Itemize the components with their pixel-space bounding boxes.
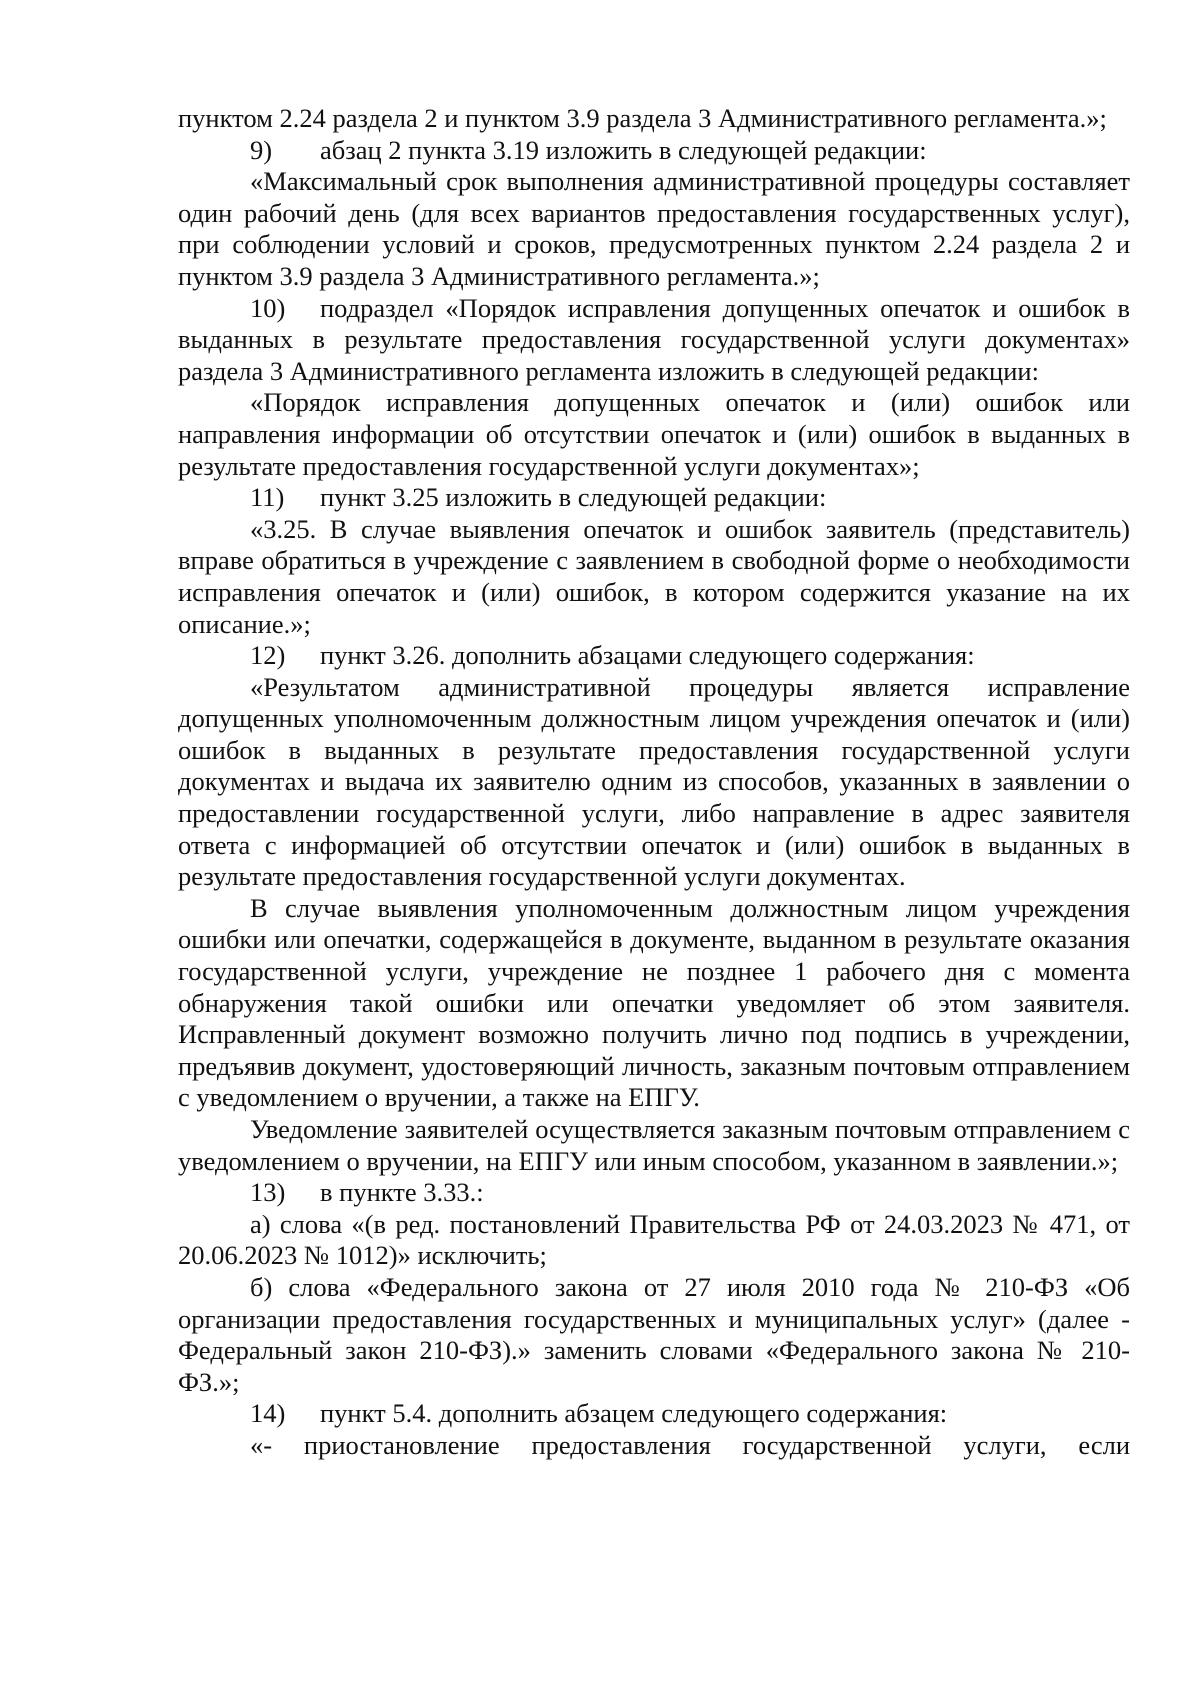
list-item-9 xyxy=(178,135,1130,167)
subitem-b: б) слова «Федерального закона от 27 июля 2010 года № 210-ФЗ «Об организации предоставления государственных и муниципальных услуг» (далее - Федеральный закон 210-ФЗ).» заменить словами «Федерального закона № 210-ФЗ.»; xyxy=(178,1271,1130,1397)
paragraph-notification: Уведомление заявителей осуществляется заказным почтовым отправлением с уведомлением о вручении, на ЕПГУ или иным способом, указанном в заявлении.»; xyxy=(178,1114,1130,1176)
list-item-13 xyxy=(178,1177,1130,1209)
list-item-11 xyxy=(178,482,1130,514)
document-body xyxy=(178,103,1130,1462)
list-item-number: 12) xyxy=(250,640,286,671)
list-item-number: 14) xyxy=(250,1398,286,1429)
list-item-text: пункт 3.26. дополнить абзацами следующего содержания: xyxy=(320,640,975,671)
paragraph-error-detection: В случае выявления уполномоченным должностным лицом учреждения ошибки или опечатки, содержащейся в документе, выданном в результате оказания государственной услуги, учреждение не позднее 1 рабочего дня с момента обнаружения такой ошибки или опечатки уведомляет об этом заявителя. Исправленный документ возможно получить лично под подпись в учреждении, предъявив документ, удостоверяющий личность, заказным почтовым отправлением с уведомлением о вручении, а также на ЕПГУ. xyxy=(178,892,1130,1113)
paragraph-quote-suspension: «- приостановление предоставления государственной услуги, если xyxy=(250,1429,1130,1460)
list-item-text: абзац 2 пункта 3.19 изложить в следующей редакции: xyxy=(320,134,927,165)
list-item-number: 11) xyxy=(250,482,285,513)
list-item-10 xyxy=(178,293,1130,388)
list-item-text: подраздел «Порядок исправления допущенных опечаток и ошибок в выданных в результате предоставления государственной услуги документах» раздела 3 Административного регламента изложить в следующей редакции: xyxy=(178,292,1130,386)
list-item-14 xyxy=(178,1398,1130,1430)
paragraph-continuation: пунктом 2.24 раздела 2 и пунктом 3.9 раздела 3 Административного регламента.»; xyxy=(178,103,1107,133)
list-item-text: пункт 3.25 изложить в следующей редакции: xyxy=(320,482,827,513)
list-item-12 xyxy=(178,640,1130,672)
list-item-text: пункт 5.4. дополнить абзацем следующего содержания: xyxy=(320,1398,948,1429)
list-item-text: в пункте 3.33.: xyxy=(320,1177,484,1208)
paragraph-quote-subsection-title: «Порядок исправления допущенных опечаток и (или) ошибок или направления информации об отсутствии опечаток и (или) ошибок в выданных в результате предоставления государственной услуги документах»; xyxy=(178,387,1130,481)
list-item-number: 13) xyxy=(250,1177,286,1208)
list-item-number: 10) xyxy=(250,292,286,323)
paragraph-quote-result: «Результатом административной процедуры является исправление допущенных уполномоченным должностным лицом учреждения опечаток и (или) ошибок в выданных в результате предоставления государственной услуги документах и выдача их заявителю одним из способов, указанных в заявлении о предоставлении государственной услуги, либо направление в адрес заявителя ответа с информацией об отсутствии опечаток и (или) ошибок в выданных в результате предоставления государственной услуги документах. xyxy=(178,671,1130,892)
paragraph-quote-3-25: «3.25. В случае выявления опечаток и ошибок заявитель (представитель) вправе обратиться в учреждение с заявлением в свободной форме о необходимости исправления опечаток и (или) ошибок, в котором содержится указание на их описание.»; xyxy=(178,513,1130,639)
list-item-number: 9) xyxy=(250,134,273,165)
paragraph-quote-3-19: «Максимальный срок выполнения административной процедуры составляет один рабочий день (для всех вариантов предоставления государственных услуг), при соблюдении условий и сроков, предусмотренных пунктом 2.24 раздела 2 и пунктом 3.9 раздела 3 Административного регламента.»; xyxy=(178,166,1130,291)
subitem-a: а) слова «(в ред. постановлений Правительства РФ от 24.03.2023 № 471, от 20.06.2023 № 1012)» исключить; xyxy=(178,1208,1130,1271)
